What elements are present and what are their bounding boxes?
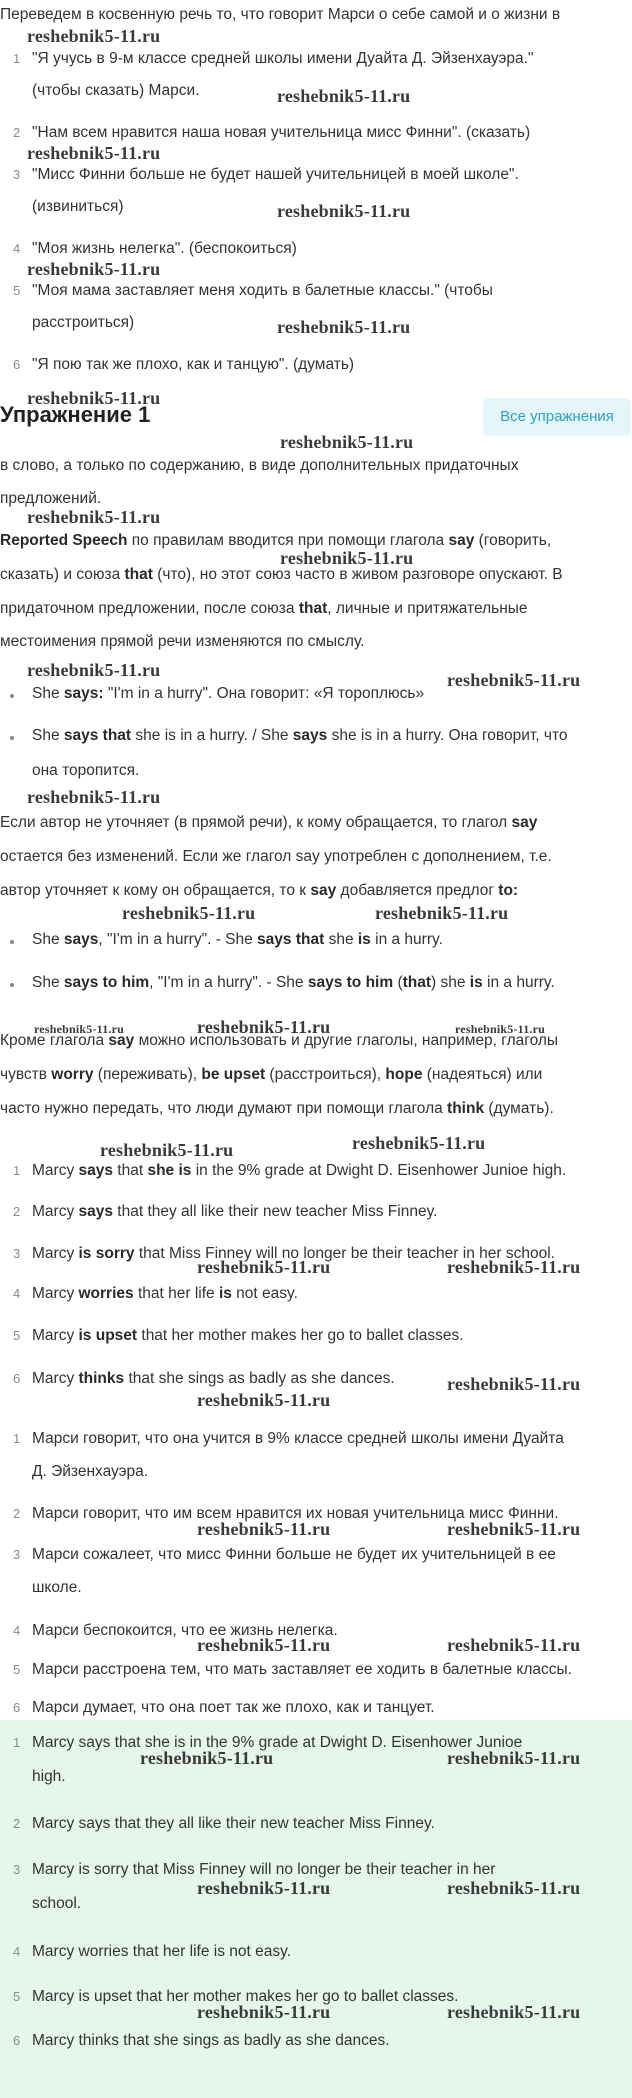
watermark: reshebnik5-11.ru [447, 1878, 581, 1898]
watermark: reshebnik5-11.ru [375, 903, 509, 923]
watermark: reshebnik5-11.ru [27, 787, 161, 807]
watermark: reshebnik5-11.ru [447, 670, 581, 690]
watermark: reshebnik5-11.ru [27, 660, 161, 680]
theory-line: чувств worry (переживать), be upset (расстроиться), hope (надеяться) или [0, 1066, 543, 1083]
translation-line: Марси расстроена тем, что мать заставляет ее ходить в балетные классы. [32, 1661, 572, 1678]
item-number: 2 [13, 125, 21, 140]
item-number: 2 [13, 1816, 21, 1831]
watermark: reshebnik5-11.ru [122, 903, 256, 923]
item-number: 1 [13, 1163, 21, 1178]
watermark: reshebnik5-11.ru [277, 201, 411, 221]
item-number: 5 [13, 283, 21, 298]
exercise-heading: Упражнение 1 [0, 402, 151, 427]
watermark: reshebnik5-11.ru [447, 1257, 581, 1277]
theory-line: Если автор не уточняет (в прямой речи), к кому обращается, то глагол say [0, 814, 538, 831]
translation-line: Марси говорит, что им всем нравится их новая учительница мисс Финни. [32, 1505, 559, 1522]
watermark: reshebnik5-11.ru [447, 1748, 581, 1768]
theory-line: в слово, а только по содержанию, в виде дополнительных придаточных [0, 457, 519, 474]
answer-plain-line: Marcy thinks that she sings as badly as she dances. [32, 2032, 390, 2049]
example-line: She says to him, "I'm in a hurry". - She says to him (that) she is in a hurry. [32, 974, 555, 991]
watermark: reshebnik5-11.ru [100, 1140, 234, 1160]
watermark: reshebnik5-11.ru [277, 317, 411, 337]
translation-line: школе. [32, 1579, 82, 1596]
task-item-line: расстроиться) [32, 314, 135, 331]
bullet [10, 694, 14, 698]
watermark: reshebnik5-11.ru [197, 1390, 331, 1410]
example-line: She says that she is in a hurry. / She says she is in a hurry. Она говорит, что [32, 727, 568, 744]
item-number: 6 [13, 1700, 21, 1715]
task-item-line: "Мисс Финни больше не будет нашей учительницей в моей школе". [32, 166, 519, 183]
watermark: reshebnik5-11.ru [280, 548, 414, 568]
watermark: reshebnik5-11.ru [140, 1748, 274, 1768]
watermark: reshebnik5-11.ru [197, 1257, 331, 1277]
item-number: 4 [13, 241, 21, 256]
watermark: reshebnik5-11.ru [455, 1022, 545, 1036]
task-item-line: "Нам всем нравится наша новая учительница мисс Финни". (сказать) [32, 124, 531, 141]
watermark: reshebnik5-11.ru [447, 1635, 581, 1655]
watermark: reshebnik5-11.ru [27, 143, 161, 163]
watermark: reshebnik5-11.ru [197, 2002, 331, 2022]
answer-line: Marcy is upset that her mother makes her go to ballet classes. [32, 1327, 464, 1344]
item-number: 2 [13, 1506, 21, 1521]
translation-line: Марси думает, что она поет так же плохо, как и танцует. [32, 1699, 435, 1716]
watermark: reshebnik5-11.ru [352, 1133, 486, 1153]
watermark: reshebnik5-11.ru [447, 1374, 581, 1394]
answer-plain-line: Marcy says that they all like their new teacher Miss Finney. [32, 1815, 435, 1832]
bullet [10, 736, 14, 740]
item-number: 6 [13, 357, 21, 372]
all-exercises-button[interactable]: Все упражнения [483, 398, 631, 436]
watermark: reshebnik5-11.ru [197, 1635, 331, 1655]
watermark: reshebnik5-11.ru [447, 1519, 581, 1539]
theory-line: автор уточняет к кому он обращается, то к say добавляется предлог to: [0, 882, 519, 899]
item-number: 5 [13, 1662, 21, 1677]
theory-line: Кроме глагола say можно использовать и другие глаголы, например, глаголы [0, 1032, 559, 1049]
answer-line: Marcy says that she is in the 9% grade at Dwight D. Eisenhower Junioe high. [32, 1162, 567, 1179]
watermark: reshebnik5-11.ru [34, 1022, 124, 1036]
answer-line: Marcy worries that her life is not easy. [32, 1285, 298, 1302]
answer-plain-line: school. [32, 1895, 82, 1912]
watermark: reshebnik5-11.ru [197, 1017, 331, 1037]
theory-line: придаточном предложении, после союза that, личные и притяжательные [0, 600, 528, 617]
intro-text: Переведем в косвенную речь то, что говорит Марси о себе самой и о жизни в [0, 6, 561, 23]
translation-line: Д. Эйзенхауэра. [32, 1463, 149, 1480]
bullet [10, 940, 14, 944]
item-number: 3 [13, 1862, 21, 1877]
example-line: она торопится. [32, 762, 140, 779]
answer-plain-line: high. [32, 1768, 66, 1785]
watermark: reshebnik5-11.ru [197, 1519, 331, 1539]
item-number: 3 [13, 1246, 21, 1261]
answer-line: Marcy says that they all like their new teacher Miss Finney. [32, 1203, 438, 1220]
example-line: She says, "I'm in a hurry". - She says that she is in a hurry. [32, 931, 443, 948]
watermark: reshebnik5-11.ru [27, 507, 161, 527]
task-item-line: (чтобы сказать) Марси. [32, 82, 200, 99]
answer-plain-line: Marcy says that she is in the 9% grade at Dwight D. Eisenhower Junioe [32, 1734, 523, 1751]
item-number: 3 [13, 167, 21, 182]
watermark: reshebnik5-11.ru [197, 1878, 331, 1898]
answer-line: Marcy thinks that she sings as badly as she dances. [32, 1370, 395, 1387]
item-number: 6 [13, 2033, 21, 2048]
task-item-line: "Моя жизнь нелегка". (беспокоиться) [32, 240, 297, 257]
task-item-line: "Я пою так же плохо, как и танцую". (думать) [32, 356, 355, 373]
task-item-line: "Я учусь в 9-м классе средней школы имени Дуайта Д. Эйзенхауэра." [32, 50, 534, 67]
answer-plain-line: Marcy is upset that her mother makes her go to ballet classes. [32, 1988, 459, 2005]
task-item-line: (извиниться) [32, 198, 124, 215]
translation-line: Марси беспокоится, что ее жизнь нелегка. [32, 1622, 338, 1639]
watermark: reshebnik5-11.ru [27, 388, 161, 408]
watermark: reshebnik5-11.ru [27, 26, 161, 46]
theory-line: остается без изменений. Если же глагол say употреблен с дополнением, т.е. [0, 848, 552, 865]
item-number: 2 [13, 1204, 21, 1219]
watermark: reshebnik5-11.ru [447, 2002, 581, 2022]
translation-line: Марси говорит, что она учится в 9% классе средней школы имени Дуайта [32, 1430, 564, 1447]
theory-line: местоимения прямой речи изменяются по смыслу. [0, 633, 365, 650]
theory-line: Reported Speech по правилам вводится при помощи глагола say (говорить, [0, 532, 552, 549]
theory-line: часто нужно передать, что люди думают при помощи глагола think (думать). [0, 1100, 554, 1117]
translation-line: Марси сожалеет, что мисс Финни больше не будет их учительницей в ее [32, 1546, 556, 1563]
watermark: reshebnik5-11.ru [280, 432, 414, 452]
item-number: 4 [13, 1286, 21, 1301]
example-line: She says: "I'm in a hurry". Она говорит: «Я тороплюсь» [32, 685, 425, 702]
answer-plain-line: Marcy worries that her life is not easy. [32, 1943, 291, 1960]
item-number: 4 [13, 1944, 21, 1959]
item-number: 1 [13, 1431, 21, 1446]
item-number: 1 [13, 1735, 21, 1750]
item-number: 5 [13, 1328, 21, 1343]
item-number: 5 [13, 1989, 21, 2004]
task-item-line: "Моя мама заставляет меня ходить в балетные классы." (чтобы [32, 282, 493, 299]
bullet [10, 983, 14, 987]
theory-line: предложений. [0, 490, 102, 507]
answer-line: Marcy is sorry that Miss Finney will no longer be their teacher in her school. [32, 1245, 555, 1262]
item-number: 1 [13, 51, 21, 66]
answer-plain-line: Marcy is sorry that Miss Finney will no longer be their teacher in her [32, 1861, 496, 1878]
item-number: 3 [13, 1547, 21, 1562]
item-number: 4 [13, 1623, 21, 1638]
watermark: reshebnik5-11.ru [277, 86, 411, 106]
watermark: reshebnik5-11.ru [27, 259, 161, 279]
item-number: 6 [13, 1371, 21, 1386]
theory-line: сказать) и союза that (что), но этот союз часто в живом разговоре опускают. В [0, 566, 563, 583]
